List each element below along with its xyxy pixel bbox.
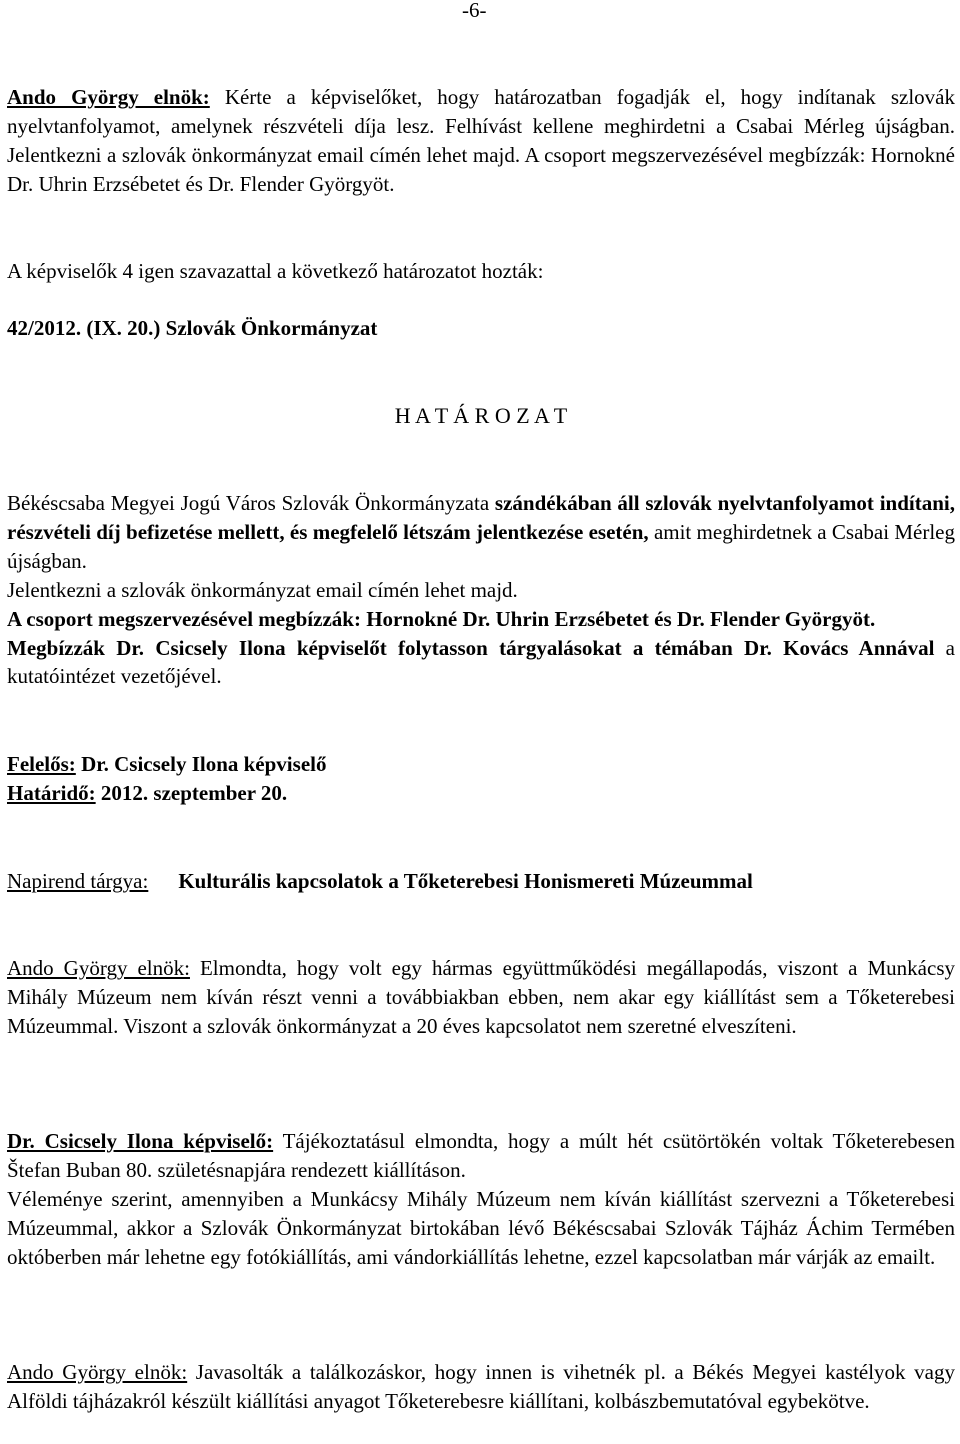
resolution-number: 42/2012. (IX. 20.) Szlovák Önkormányzat [7,316,378,340]
speaker-label: Ando György elnök: [7,85,210,109]
paragraph-representative-2: Véleménye szerint, amennyiben a Munkácsy Mihály Múzeum nem kíván kiállítást szervezni a Tőketerebesi Múzeummal, akkor a Szlovák Önkormányzat birtokában lévő Békéscsabai Szlovák Tájház Áchim Termében októberben már lehetne egy fotókiállítás, ami vándorkiállítás lehetne, ezzel kapcsolatban már várják az emailt. [7,1186,955,1269]
responsible-label: Felelős: [7,752,76,776]
agenda-line [7,867,955,896]
resolution-sentence-1 [7,489,955,576]
vote-statement: A képviselők 4 igen szavazattal a következő határozatot hozták: [7,259,544,283]
paragraph-representative [7,1127,955,1272]
paragraph-chairman-1 [7,83,955,199]
paragraph-chairman-2 [7,954,955,1041]
responsible-value: Dr. Csicsely Ilona képviselő [75,752,327,776]
paragraph-representative-1 [7,1127,955,1185]
deadline-line [7,779,955,808]
deadline-value: 2012. szeptember 20. [95,780,288,805]
resolution-sentence-2: Jelentkezni a szlovák önkormányzat email címén lehet majd. [7,577,518,602]
paragraph-chairman-3 [7,1358,955,1416]
responsible-line [7,750,955,779]
resolution-sentence-3: A csoport megszervezésével megbízzák: Hornokné Dr. Uhrin Erzsébetet és Dr. Flender Györgyöt. [7,606,876,631]
paragraph-text: Tájékoztatásul elmondta, hogy a múlt hét csütörtökén voltak Tőketerebesen Štefan Buban 80. születésnapjára rendezett kiállításon. [7,1129,955,1182]
paragraph-text: Javasolták a találkozáskor, hogy innen is vihetnék pl. a Békés Megyei kastélyok vagy Alföldi tájházakról készült kiállítási anyagot Tőketerebesre kiállítani, kolbászbemutatóval egybekötve. [7,1360,955,1413]
resolution-body [7,489,955,691]
deadline-label: Határidő: [7,780,96,805]
speaker-label: Dr. Csicsely Ilona képviselő: [7,1129,274,1153]
speaker-label: Ando György elnök: [7,956,190,980]
resolution-text: amit meghirdetnek a Csabai Mérleg újságban. [7,519,955,573]
responsibility-block [7,750,955,808]
page-number: -6- [462,0,487,22]
agenda-label: Napirend tárgya: [7,869,149,893]
resolution-sentence-4 [7,634,955,692]
speaker-label: Ando György elnök: [7,1360,188,1384]
paragraph-text: Kérte a képviselőket, hogy határozatban fogadják el, hogy indítanak szlovák nyelvtanfolyamot, amelynek részvételi díja lesz. Felhívást kellene meghirdetni a Csabai Mérleg újságban. Jelentkezni a szlovák önkormányzat email címén lehet majd. A csoport megszervezésével megbízzák: Hornokné Dr. Uhrin Erzsébetet és Dr. Flender Györgyöt. [7,85,956,196]
paragraph-text: Elmondta, hogy volt egy hármas együttműködési megállapodás, viszont a Munkácsy Mihály Múzeum nem kíván részt venni a továbbiakban ebben, nem akar egy kiállítást sem a Tőketerebesi Múzeummal. Viszont a szlovák önkormányzat a 20 éves kapcsolatot nem szeretné elveszíteni. [7,956,955,1038]
agenda-title: Kulturális kapcsolatok a Tőketerebesi Honismereti Múzeummal [178,869,753,893]
resolution-text: a kutatóintézet vezetőjével. [7,635,955,689]
resolution-text-bold: szándékában áll szlovák nyelvtanfolyamot indítani, részvételi díj befizetése mellett, és megfelelő létszám jelentkezése esetén, [7,491,955,544]
resolution-text-bold: Megbízzák Dr. Csicsely Ilona képviselőt folytasson tárgyalásokat a témában Dr. Kovács Annával [7,635,935,660]
resolution-text: Békéscsaba Megyei Jogú Város Szlovák Önkormányzata [7,491,495,515]
resolution-heading: H A T Á R O Z A T [394,403,568,428]
